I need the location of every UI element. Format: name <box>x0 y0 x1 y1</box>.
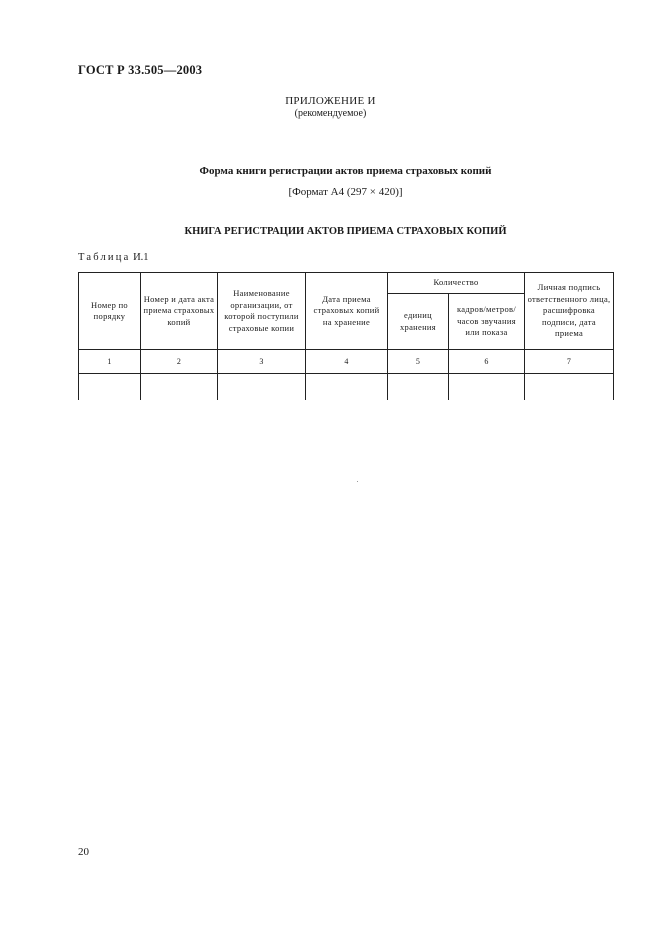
column-number: 2 <box>141 350 218 374</box>
empty-cell <box>449 374 525 401</box>
header-cell-signature: Личная подпись ответственного лица, расшифровка подписи, дата приема <box>525 273 614 350</box>
page-number: 20 <box>78 846 89 858</box>
column-number: 1 <box>79 350 141 374</box>
header-cell-storage-units: единиц хранения <box>388 294 449 350</box>
header-cell-organization: Наименование организации, от которой поступили страховые копии <box>218 273 306 350</box>
empty-cell <box>525 374 614 401</box>
table-column-numbers-row <box>79 350 614 374</box>
appendix-subtitle: (рекомендуемое) <box>294 108 367 119</box>
column-number: 3 <box>218 350 306 374</box>
scan-speck <box>357 481 358 482</box>
table-empty-row <box>79 374 614 401</box>
column-number: 4 <box>306 350 388 374</box>
empty-cell <box>388 374 449 401</box>
empty-cell <box>306 374 388 401</box>
table-label-number: И.1 <box>133 252 149 263</box>
document-code: ГОСТ Р 33.505—2003 <box>78 63 203 77</box>
column-number: 6 <box>449 350 525 374</box>
registration-table <box>78 272 614 400</box>
book-title: КНИГА РЕГИСТРАЦИИ АКТОВ ПРИЕМА СТРАХОВЫХ КОПИЙ <box>184 226 507 237</box>
empty-cell <box>79 374 141 401</box>
empty-cell <box>218 374 306 401</box>
empty-cell <box>141 374 218 401</box>
header-cell-receipt-date: Дата приема страховых копий на хранение <box>306 273 388 350</box>
table-label <box>78 252 149 263</box>
table-label-word: Таблица <box>78 252 131 263</box>
appendix-title: ПРИЛОЖЕНИЕ И <box>285 95 376 107</box>
header-cell-order-number: Номер по порядку <box>79 273 141 350</box>
form-title: Форма книги регистрации актов приема страховых копий <box>199 165 492 177</box>
column-number: 7 <box>525 350 614 374</box>
header-cell-frames-meters-hours: кадров/метров/ часов звучания или показа <box>449 294 525 350</box>
table-header-row <box>79 273 614 294</box>
header-cell-quantity-group: Количество <box>388 273 525 294</box>
column-number: 5 <box>388 350 449 374</box>
header-cell-act-number-date: Номер и дата акта приема страховых копий <box>141 273 218 350</box>
form-format: [Формат А4 (297 × 420)] <box>288 186 403 198</box>
